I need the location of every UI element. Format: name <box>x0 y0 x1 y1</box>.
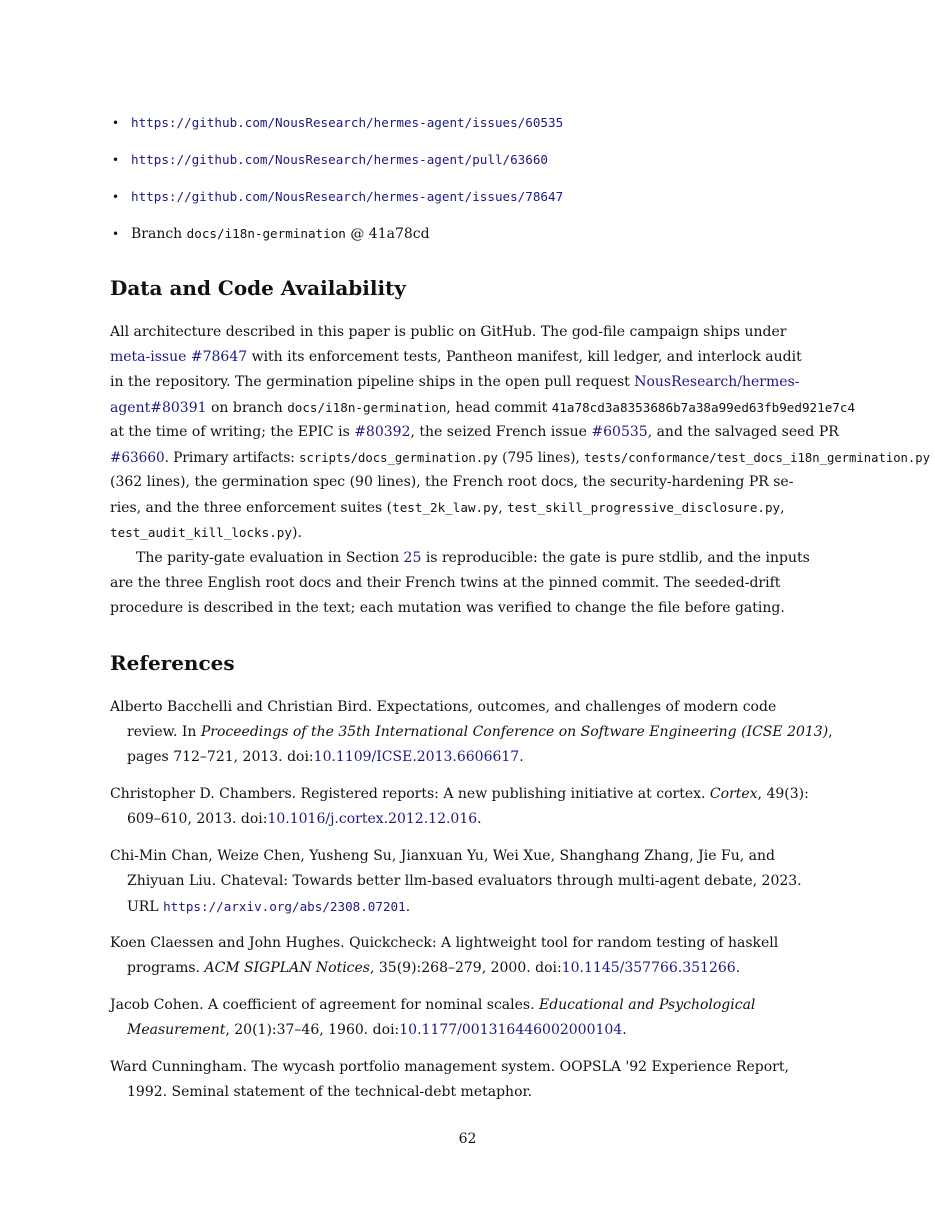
bullet-dot: • <box>112 227 120 241</box>
text-span: , 20(1):37–46, 1960. doi: <box>225 1022 400 1038</box>
reference-entry <box>110 782 826 832</box>
branch-prefix: Branch <box>131 226 187 242</box>
text-span: , 35(9):268–279, 2000. doi: <box>370 960 562 976</box>
venue: ACM SIGPLAN Notices <box>204 960 370 976</box>
text-span: is reproducible: the gate is pure stdlib, and the inputs <box>421 550 810 566</box>
text-span: , 49(3): <box>757 786 809 802</box>
text-span: The parity-gate evaluation in Section <box>136 550 404 566</box>
text-line <box>110 782 826 807</box>
script-path: scripts/docs_germination.py <box>299 450 498 465</box>
text-span: Christopher D. Chambers. Registered reports: A new publishing initiative at cortex. <box>110 786 710 802</box>
bullet-dot: • <box>112 153 120 167</box>
data-availability-paragraph <box>110 320 930 545</box>
text-line <box>110 495 826 520</box>
issue-link-60535[interactable]: https://github.com/NousResearch/hermes-agent/issues/60535 <box>131 115 564 130</box>
pull-request-link[interactable]: NousResearch/hermes- <box>634 374 800 390</box>
list-item <box>110 112 830 149</box>
text-line <box>110 956 826 981</box>
epic-link[interactable]: #80392 <box>354 424 411 440</box>
text-span: , <box>498 500 508 516</box>
text-line <box>110 445 930 470</box>
text-span: . <box>477 811 482 827</box>
text-span: . <box>405 899 411 915</box>
venue: Measurement <box>127 1022 226 1038</box>
text-line: (362 lines), the germination spec (90 lines), the French root docs, the security-hardening PR se- <box>110 474 794 490</box>
venue: Cortex <box>709 786 758 802</box>
text-line: 1992. Seminal statement of the technical-debt metaphor. <box>127 1084 533 1100</box>
text-line <box>110 546 826 571</box>
text-span: , <box>828 724 833 740</box>
issue-link-78647[interactable]: https://github.com/NousResearch/hermes-agent/issues/78647 <box>131 189 564 204</box>
text-line: Zhiyuan Liu. Chateval: Towards better llm-based evaluators through multi-agent debate, 2023. <box>127 873 802 889</box>
bullet-dot: • <box>112 116 120 130</box>
list-item <box>110 186 830 223</box>
commit-hash: 41a78cd3a8353686b7a38a99ed63fb9ed921e7c4 <box>551 400 856 415</box>
branch-commit: @ 41a78cd <box>345 226 430 242</box>
text-line <box>110 420 839 445</box>
link-list <box>110 112 830 260</box>
text-line <box>110 370 826 395</box>
venue: Proceedings of the 35th International Conference on Software Engineering (ICSE 2013) <box>200 724 829 740</box>
section-ref-link[interactable]: 25 <box>403 550 422 566</box>
page-number: 62 <box>458 1131 477 1147</box>
seed-pr-link[interactable]: #63660 <box>110 450 165 466</box>
doi-link[interactable]: 10.1016/j.cortex.2012.12.016 <box>267 811 478 827</box>
text-line: Chi-Min Chan, Weize Chen, Yusheng Su, Jianxuan Yu, Wei Xue, Shanghang Zhang, Jie Fu, and <box>110 848 775 864</box>
text-span: on branch <box>206 400 288 416</box>
venue: Educational and Psychological <box>538 997 756 1013</box>
text-span: , <box>780 500 785 516</box>
section-heading-references: References <box>110 651 235 675</box>
text-line: Ward Cunningham. The wycash portfolio management system. OOPSLA '92 Experience Report, <box>110 1059 789 1075</box>
meta-issue-link[interactable]: meta-issue #78647 <box>110 349 248 365</box>
list-item <box>110 223 830 260</box>
branch-name: docs/i18n-germination <box>186 226 346 241</box>
text-line: All architecture described in this paper is public on GitHub. The god-file campaign ships under <box>110 324 787 340</box>
arxiv-link[interactable]: https://arxiv.org/abs/2308.07201 <box>163 899 406 914</box>
text-line <box>110 894 826 919</box>
text-span: Jacob Cohen. A coefficient of agreement for nominal scales. <box>110 997 539 1013</box>
text-line <box>110 345 826 370</box>
text-line <box>110 993 826 1018</box>
doi-link[interactable]: 10.1177/001316446002000104 <box>399 1022 623 1038</box>
text-span: ries, and the three enforcement suites ( <box>110 500 393 516</box>
text-span: , and the salvaged seed PR <box>647 424 839 440</box>
section-heading-data-availability: Data and Code Availability <box>110 276 406 300</box>
reference-list <box>110 695 833 1117</box>
text-span: 609–610, 2013. doi: <box>127 811 268 827</box>
text-span: (795 lines), <box>497 450 585 466</box>
text-span: . <box>519 749 524 765</box>
text-span: ). <box>291 525 302 541</box>
test-path: tests/conformance/test_docs_i18n_germination.py <box>584 450 930 465</box>
reference-entry <box>110 1055 826 1105</box>
reference-entry <box>110 931 826 981</box>
text-span: . Primary artifacts: <box>164 450 300 466</box>
text-line: Koen Claessen and John Hughes. Quickcheck: A lightweight tool for random testing of haskell <box>110 935 779 951</box>
french-issue-link[interactable]: #60535 <box>591 424 648 440</box>
text-span: in the repository. The germination pipeline ships in the open pull request <box>110 374 635 390</box>
text-span: with its enforcement tests, Pantheon manifest, kill ledger, and interlock audit <box>247 349 802 365</box>
doi-link[interactable]: 10.1145/357766.351266 <box>561 960 736 976</box>
text-line: procedure is described in the text; each mutation was verified to change the file before gating. <box>110 600 785 616</box>
text-span: . <box>622 1022 627 1038</box>
test-file: test_skill_progressive_disclosure.py <box>507 500 781 515</box>
reference-entry <box>110 844 826 919</box>
bullet-dot: • <box>112 190 120 204</box>
text-line <box>110 720 833 745</box>
text-span: URL <box>127 899 164 915</box>
text-span: , head commit <box>446 400 552 416</box>
pull-link-63660[interactable]: https://github.com/NousResearch/hermes-agent/pull/63660 <box>131 152 549 167</box>
test-file: test_2k_law.py <box>392 500 499 515</box>
text-line: Alberto Bacchelli and Christian Bird. Expectations, outcomes, and challenges of modern code <box>110 699 777 715</box>
reference-entry <box>110 993 826 1043</box>
text-line <box>110 395 856 420</box>
text-span: , the seized French issue <box>410 424 592 440</box>
text-line <box>110 520 826 545</box>
text-span: at the time of writing; the EPIC is <box>110 424 355 440</box>
test-file: test_audit_kill_locks.py <box>110 525 292 540</box>
pull-request-link-cont[interactable]: agent#80391 <box>110 400 207 416</box>
text-span: . <box>735 960 741 976</box>
list-item <box>110 149 830 186</box>
text-line <box>110 807 826 832</box>
text-span: programs. <box>127 960 205 976</box>
text-span: pages 712–721, 2013. doi: <box>127 749 314 765</box>
branch-code: docs/i18n-germination <box>287 400 447 415</box>
text-line: are the three English root docs and their French twins at the pinned commit. The seeded-drift <box>110 575 781 591</box>
text-line <box>110 745 826 770</box>
text-span: review. In <box>127 724 201 740</box>
doi-link[interactable]: 10.1109/ICSE.2013.6606617 <box>313 749 520 765</box>
reference-entry <box>110 695 833 770</box>
text-line <box>110 1018 826 1043</box>
parity-gate-paragraph <box>110 546 826 621</box>
